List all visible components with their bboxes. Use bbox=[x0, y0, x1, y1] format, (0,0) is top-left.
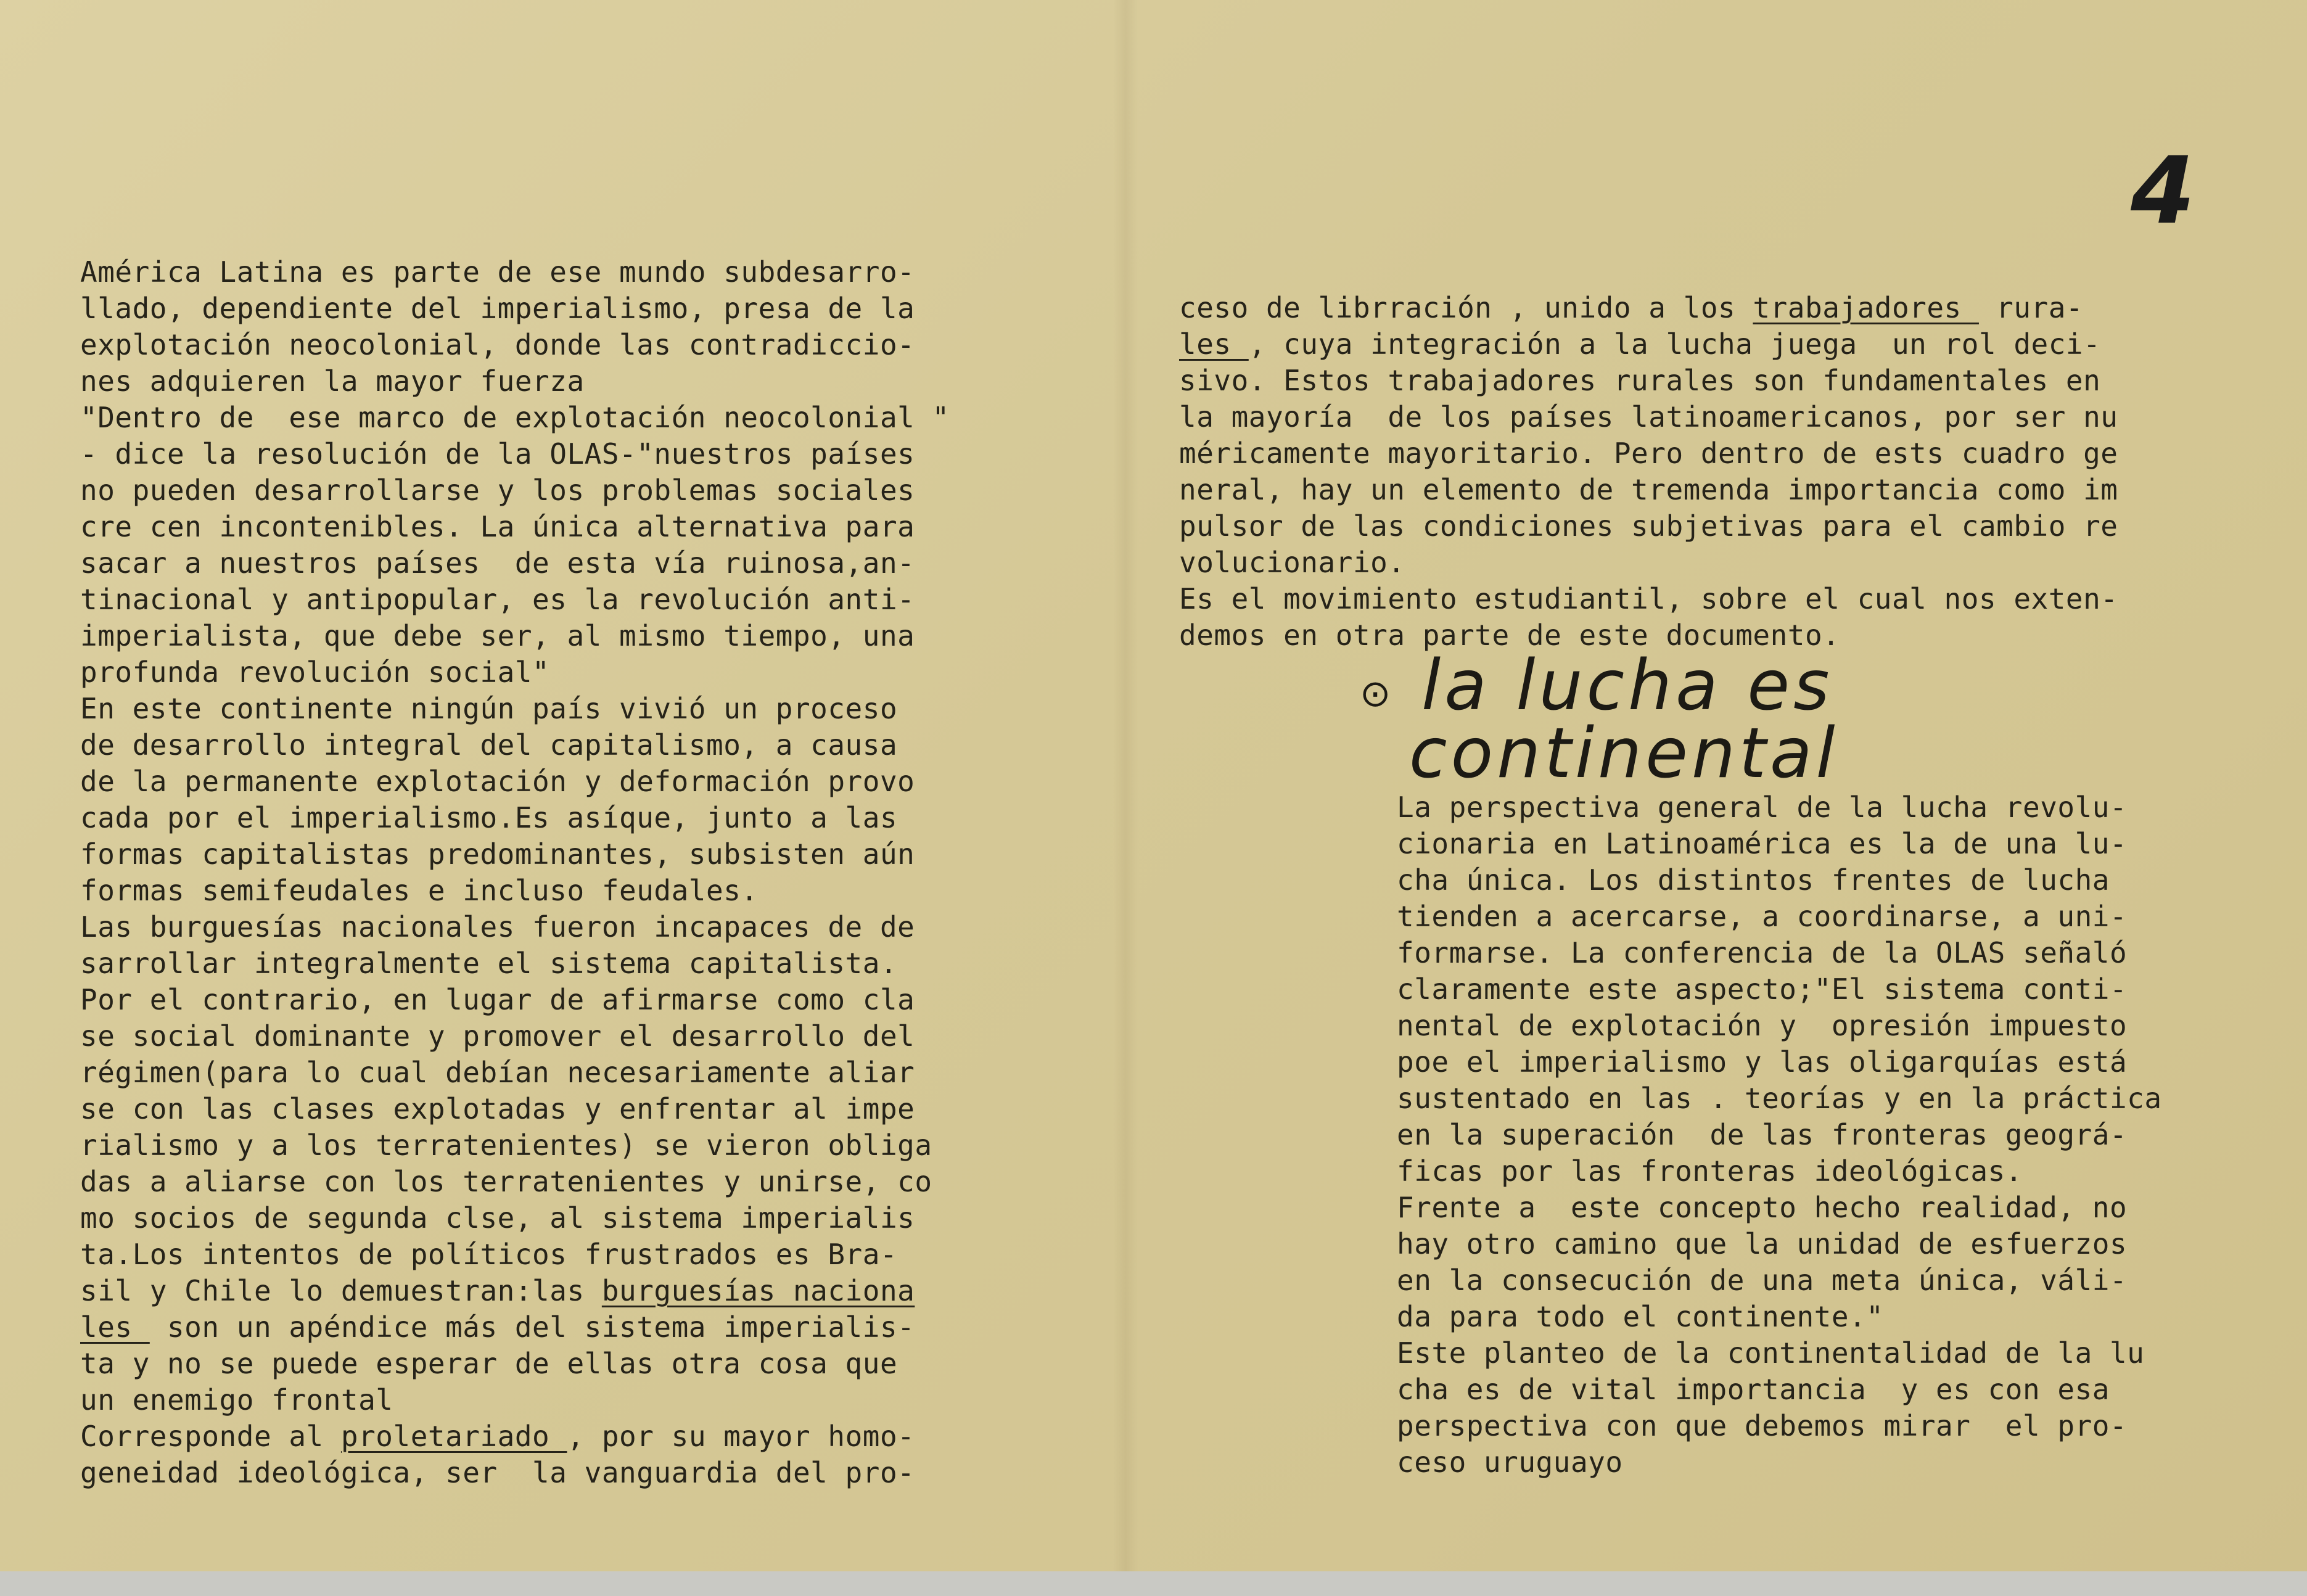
bullet-icon: ⊙ bbox=[1360, 672, 1391, 715]
text-line: América Latina es parte de ese mundo subdesarro- bbox=[80, 255, 915, 289]
text-line: ceso uruguayo bbox=[1397, 1446, 1623, 1479]
text-line: ta y no se puede esperar de ellas otra cosa que bbox=[80, 1347, 898, 1380]
text-line: demos en otra parte de este documento. bbox=[1179, 619, 1840, 652]
text-line: régimen(para lo cual debían necesariamente aliar bbox=[80, 1056, 915, 1089]
underlined-text: burguesías naciona bbox=[601, 1274, 915, 1307]
text-line: rialismo y a los terratenientes) se vieron obliga bbox=[80, 1129, 932, 1162]
right-bottom-column bbox=[1397, 789, 2242, 1481]
text-line: no pueden desarrollarse y los problemas sociales bbox=[80, 474, 915, 507]
text-line: da para todo el continente." bbox=[1397, 1300, 1884, 1333]
text-line: hay otro camino que la unidad de esfuerzos bbox=[1397, 1227, 2128, 1261]
text-line: les , cuya integración a la lucha juega un rol deci- bbox=[1179, 327, 2101, 361]
text-line: tinacional y antipopular, es la revolución anti- bbox=[80, 583, 915, 616]
text-line: ficas por las fronteras ideológicas. bbox=[1397, 1154, 2023, 1188]
text-line: claramente este aspecto;"El sistema conti- bbox=[1397, 973, 2128, 1006]
underlined-text: les bbox=[80, 1310, 150, 1344]
text-line: ceso de librración , unido a los trabajadores rura- bbox=[1179, 291, 2084, 324]
underlined-text: proletariado bbox=[340, 1420, 567, 1453]
text-line: das a aliarse con los terratenientes y unirse, co bbox=[80, 1165, 932, 1198]
text-line: En este continente ningún país vivió un proceso bbox=[80, 692, 898, 725]
text-line: sarrollar integralmente el sistema capitalista. bbox=[80, 947, 898, 980]
text-line: formas capitalistas predominantes, subsisten aún bbox=[80, 837, 915, 871]
text-line: sil y Chile lo demuestran:las burguesías naciona bbox=[80, 1274, 915, 1307]
scan-bottom-edge bbox=[0, 1571, 2307, 1596]
text-line: tienden a acercarse, a coordinarse, a uni- bbox=[1397, 900, 2128, 933]
text-line: cha única. Los distintos frentes de lucha bbox=[1397, 863, 2110, 897]
text-line: neral, hay un elemento de tremenda importancia como im bbox=[1179, 473, 2118, 506]
text-line: en la superación de las fronteras geográ- bbox=[1397, 1118, 2128, 1151]
text-line: La perspectiva general de la lucha revolu- bbox=[1397, 791, 2128, 824]
heading-line-1: la lucha es bbox=[1421, 646, 1833, 726]
text-line: de la permanente explotación y deformación provo bbox=[80, 765, 915, 798]
text-line: sustentado en las . teorías y en la práctica bbox=[1397, 1082, 2162, 1115]
text-line: cionaria en Latinoamérica es la de una lu- bbox=[1397, 827, 2128, 860]
text-line: Por el contrario, en lugar de afirmarse como cla bbox=[80, 983, 915, 1016]
text-line: sacar a nuestros países de esta vía ruinosa,an- bbox=[80, 546, 915, 580]
text-line: nental de explotación y opresión impuesto bbox=[1397, 1009, 2128, 1042]
text-line: Corresponde al proletariado , por su mayor homo- bbox=[80, 1420, 915, 1453]
text-line: se con las clases explotadas y enfrentar al impe bbox=[80, 1092, 915, 1125]
text-line: se social dominante y promover el desarrollo del bbox=[80, 1019, 915, 1053]
text-line: cre cen incontenibles. La única alternativa para bbox=[80, 510, 915, 543]
text-line: Las burguesías nacionales fueron incapaces de de bbox=[80, 910, 915, 944]
text-line: Este planteo de la continentalidad de la lu bbox=[1397, 1336, 2145, 1370]
text-line: imperialista, que debe ser, al mismo tiempo, una bbox=[80, 619, 915, 652]
text-line: explotación neocolonial, donde las contradiccio- bbox=[80, 328, 915, 361]
text-line: Es el movimiento estudiantil, sobre el cual nos exten- bbox=[1179, 582, 2118, 615]
text-line: sivo. Estos trabajadores rurales son fundamentales en bbox=[1179, 364, 2101, 397]
text-line: Frente a este concepto hecho realidad, no bbox=[1397, 1191, 2128, 1224]
underlined-text: les bbox=[1179, 327, 1249, 361]
text-line: nes adquieren la mayor fuerza bbox=[80, 364, 585, 398]
text-line: méricamente mayoritario. Pero dentro de ests cuadro ge bbox=[1179, 437, 2118, 470]
text-line: la mayoría de los países latinoamericanos, por ser nu bbox=[1179, 400, 2118, 434]
text-line: cha es de vital importancia y es con esa bbox=[1397, 1373, 2110, 1406]
text-line: les son un apéndice más del sistema imperialis- bbox=[80, 1310, 915, 1344]
text-line: "Dentro de ese marco de explotación neocolonial " bbox=[80, 401, 950, 434]
text-line: llado, dependiente del imperialismo, presa de la bbox=[80, 292, 915, 325]
text-line: pulsor de las condiciones subjetivas para el cambio re bbox=[1179, 509, 2118, 543]
text-line: volucionario. bbox=[1179, 546, 1405, 579]
text-line: formas semifeudales e incluso feudales. bbox=[80, 874, 759, 907]
text-line: de desarrollo integral del capitalismo, a causa bbox=[80, 728, 898, 762]
text-line: un enemigo frontal bbox=[80, 1383, 393, 1417]
page-number: 4 bbox=[2131, 138, 2195, 245]
text-line: profunda revolución social" bbox=[80, 656, 550, 689]
text-line: formarse. La conferencia de la OLAS señaló bbox=[1397, 936, 2128, 969]
heading-line-2: continental bbox=[1409, 714, 1839, 794]
section-heading bbox=[1360, 646, 1915, 794]
text-line: perspectiva con que debemos mirar el pro- bbox=[1397, 1409, 2128, 1442]
right-top-column bbox=[1179, 290, 2227, 654]
text-line: cada por el imperialismo.Es asíque, junto a las bbox=[80, 801, 898, 834]
text-line: ta.Los intentos de políticos frustrados es Bra- bbox=[80, 1238, 898, 1271]
text-line: mo socios de segunda clse, al sistema imperialis bbox=[80, 1201, 915, 1235]
text-line: poe el imperialismo y las oligarquías está bbox=[1397, 1045, 2128, 1079]
page-fold bbox=[1113, 0, 1138, 1596]
left-column bbox=[80, 254, 1079, 1491]
underlined-text: trabajadores bbox=[1753, 291, 1979, 324]
text-line: geneidad ideológica, ser la vanguardia del pro- bbox=[80, 1456, 915, 1489]
text-line: - dice la resolución de la OLAS-"nuestros países bbox=[80, 437, 915, 471]
text-line: en la consecución de una meta única, váli- bbox=[1397, 1264, 2128, 1297]
